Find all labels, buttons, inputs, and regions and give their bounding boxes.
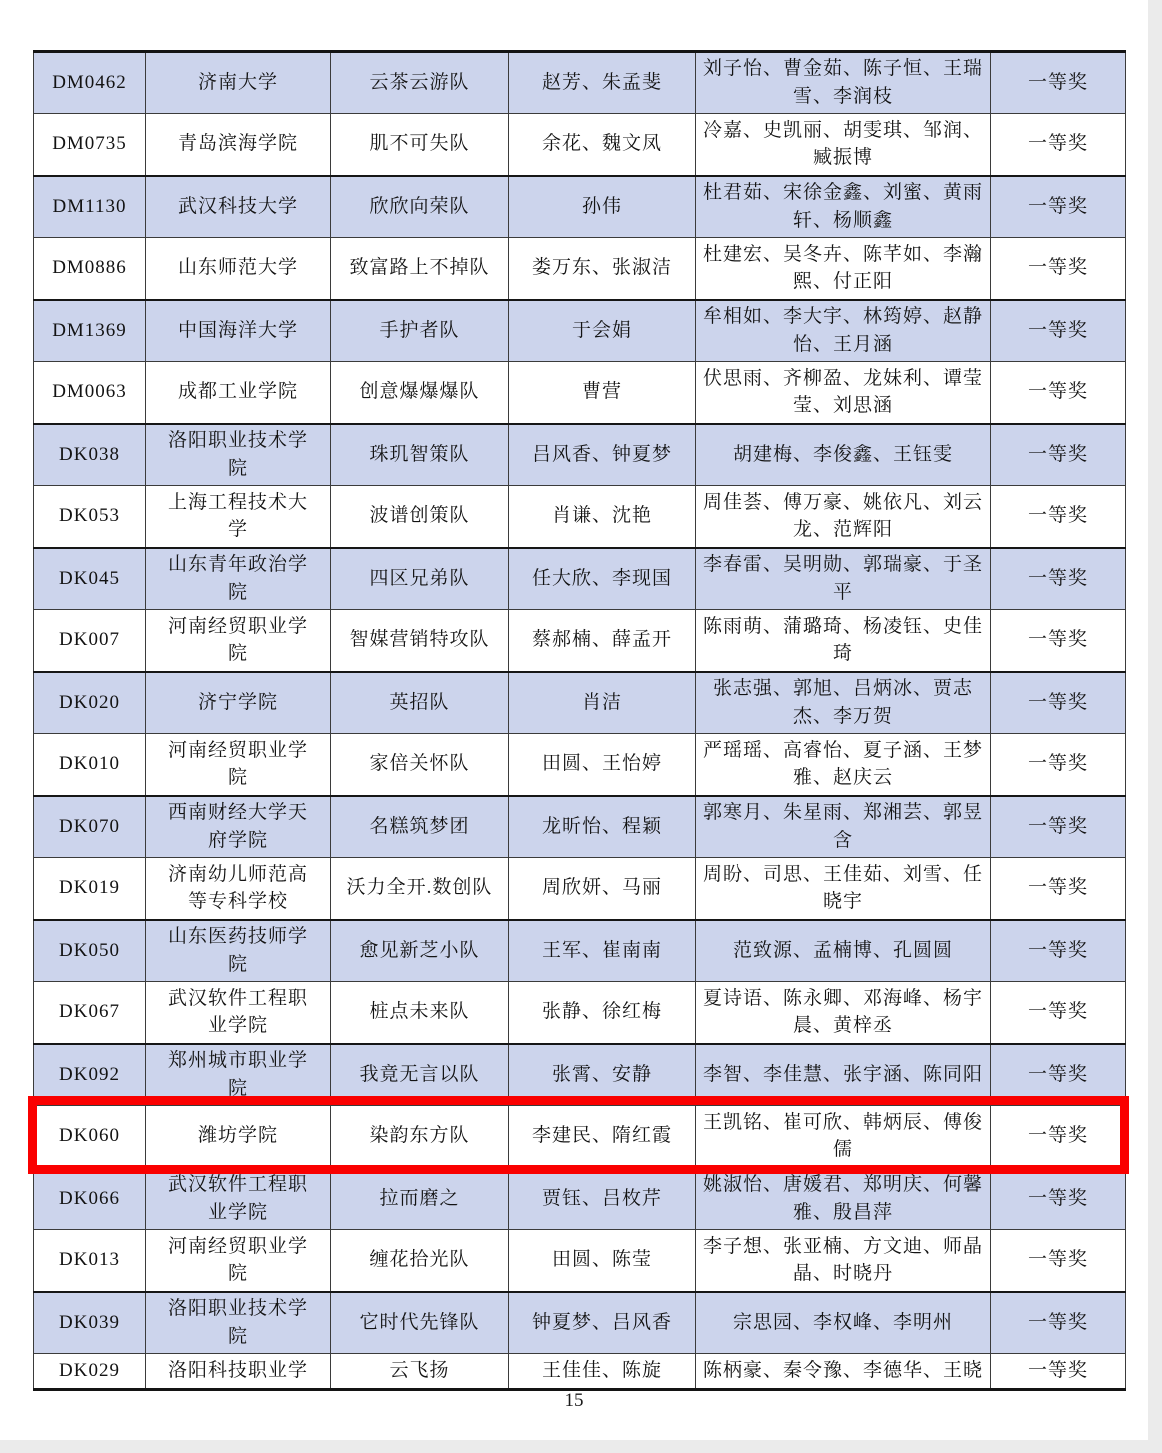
table-row (34, 920, 1126, 982)
cell-id: DK020 (34, 672, 146, 734)
table-row (34, 362, 1126, 424)
cell-advisors: 肖洁 (509, 672, 696, 734)
cell-award: 一等奖 (991, 300, 1126, 362)
table-row (34, 1044, 1126, 1106)
cell-id: DK038 (34, 424, 146, 486)
cell-id: DK045 (34, 548, 146, 610)
cell-id: DK067 (34, 982, 146, 1044)
table-row (34, 1168, 1126, 1230)
cell-award: 一等奖 (991, 238, 1126, 300)
cell-id: DM0063 (34, 362, 146, 424)
cell-award: 一等奖 (991, 114, 1126, 176)
cell-team: 桩点未来队 (331, 982, 509, 1044)
cell-school: 成都工业学院 (146, 362, 331, 424)
cell-school: 济南幼儿师范高等专科学校 (146, 858, 331, 920)
table-row (34, 982, 1126, 1044)
cell-award: 一等奖 (991, 548, 1126, 610)
cell-advisors: 王军、崔南南 (509, 920, 696, 982)
table-row (34, 672, 1126, 734)
cell-advisors: 田圆、王怡婷 (509, 734, 696, 796)
cell-team: 云茶云游队 (331, 52, 509, 114)
cell-id: DM1369 (34, 300, 146, 362)
cell-id: DK066 (34, 1168, 146, 1230)
cell-id: DK007 (34, 610, 146, 672)
cell-team: 它时代先锋队 (331, 1292, 509, 1354)
award-table (33, 50, 1126, 1391)
table-row (34, 796, 1126, 858)
cell-advisors: 钟夏梦、吕风香 (509, 1292, 696, 1354)
cell-members: 牟相如、李大宇、林筠婷、赵静怡、王月涵 (696, 300, 991, 362)
cell-award: 一等奖 (991, 486, 1126, 548)
cell-id: DK053 (34, 486, 146, 548)
cell-id: DK092 (34, 1044, 146, 1106)
table-row (34, 858, 1126, 920)
cell-school: 洛阳职业技术学院 (146, 1292, 331, 1354)
cell-members: 李春雷、吴明勋、郭瑞豪、于圣平 (696, 548, 991, 610)
cell-school: 上海工程技术大学 (146, 486, 331, 548)
cell-award: 一等奖 (991, 176, 1126, 238)
cell-members: 夏诗语、陈永卿、邓海峰、杨宇晨、黄梓丞 (696, 982, 991, 1044)
cell-school: 洛阳科技职业学 (146, 1354, 331, 1390)
cell-members: 宗思园、李权峰、李明州 (696, 1292, 991, 1354)
table-row (34, 114, 1126, 176)
cell-team: 染韵东方队 (331, 1106, 509, 1168)
cell-award: 一等奖 (991, 362, 1126, 424)
cell-school: 山东医药技师学院 (146, 920, 331, 982)
cell-school: 济宁学院 (146, 672, 331, 734)
table-row (34, 610, 1126, 672)
cell-advisors: 肖谦、沈艳 (509, 486, 696, 548)
cell-team: 英招队 (331, 672, 509, 734)
cell-members: 伏思雨、齐柳盈、龙妹利、谭莹莹、刘思涵 (696, 362, 991, 424)
table-row (34, 1292, 1126, 1354)
cell-id: DK019 (34, 858, 146, 920)
cell-members: 张志强、郭旭、吕炳冰、贾志杰、李万贺 (696, 672, 991, 734)
cell-school: 潍坊学院 (146, 1106, 331, 1168)
cell-advisors: 蔡郝楠、薛孟开 (509, 610, 696, 672)
table-row (34, 300, 1126, 362)
cell-advisors: 龙昕怡、程颖 (509, 796, 696, 858)
cell-school: 武汉科技大学 (146, 176, 331, 238)
cell-advisors: 周欣妍、马丽 (509, 858, 696, 920)
cell-school: 中国海洋大学 (146, 300, 331, 362)
cell-advisors: 张霄、安静 (509, 1044, 696, 1106)
cell-advisors: 曹营 (509, 362, 696, 424)
cell-members: 李子想、张亚楠、方文迪、师晶晶、时晓丹 (696, 1230, 991, 1292)
cell-school: 武汉软件工程职业学院 (146, 1168, 331, 1230)
cell-team: 沃力全开.数创队 (331, 858, 509, 920)
table-row (34, 734, 1126, 796)
cell-team: 愈见新芝小队 (331, 920, 509, 982)
cell-award: 一等奖 (991, 672, 1126, 734)
cell-school: 武汉软件工程职业学院 (146, 982, 331, 1044)
cell-school: 河南经贸职业学院 (146, 734, 331, 796)
cell-advisors: 孙伟 (509, 176, 696, 238)
cell-id: DK029 (34, 1354, 146, 1390)
cell-members: 陈柄豪、秦令豫、李德华、王晓 (696, 1354, 991, 1390)
cell-team: 欣欣向荣队 (331, 176, 509, 238)
cell-school: 青岛滨海学院 (146, 114, 331, 176)
cell-advisors: 王佳佳、陈旋 (509, 1354, 696, 1390)
cell-advisors: 赵芳、朱孟斐 (509, 52, 696, 114)
cell-members: 胡建梅、李俊鑫、王钰雯 (696, 424, 991, 486)
cell-team: 我竟无言以队 (331, 1044, 509, 1106)
cell-school: 河南经贸职业学院 (146, 610, 331, 672)
cell-award: 一等奖 (991, 982, 1126, 1044)
cell-members: 杜君茹、宋徐金鑫、刘蜜、黄雨轩、杨顺鑫 (696, 176, 991, 238)
cell-award: 一等奖 (991, 1106, 1126, 1168)
cell-team: 家倍关怀队 (331, 734, 509, 796)
cell-team: 手护者队 (331, 300, 509, 362)
cell-award: 一等奖 (991, 1354, 1126, 1390)
cell-award: 一等奖 (991, 1168, 1126, 1230)
cell-team: 拉而磨之 (331, 1168, 509, 1230)
cell-advisors: 任大欣、李现国 (509, 548, 696, 610)
cell-id: DK070 (34, 796, 146, 858)
cell-id: DM0462 (34, 52, 146, 114)
cell-advisors: 贾钰、吕枚芹 (509, 1168, 696, 1230)
cell-id: DM0735 (34, 114, 146, 176)
cell-members: 姚淑怡、唐媛君、郑明庆、何馨雅、殷昌萍 (696, 1168, 991, 1230)
table-row (34, 548, 1126, 610)
cell-team: 智媒营销特攻队 (331, 610, 509, 672)
cell-award: 一等奖 (991, 796, 1126, 858)
cell-school: 郑州城市职业学院 (146, 1044, 331, 1106)
table-row (34, 1354, 1126, 1390)
cell-advisors: 张静、徐红梅 (509, 982, 696, 1044)
cell-members: 周佳荟、傅万豪、姚依凡、刘云龙、范辉阳 (696, 486, 991, 548)
page-number: 15 (564, 1390, 584, 1411)
cell-award: 一等奖 (991, 734, 1126, 796)
cell-award: 一等奖 (991, 1044, 1126, 1106)
cell-id: DK010 (34, 734, 146, 796)
cell-members: 范致源、孟楠博、孔圆圆 (696, 920, 991, 982)
cell-id: DK039 (34, 1292, 146, 1354)
cell-members: 郭寒月、朱星雨、郑湘芸、郭昱含 (696, 796, 991, 858)
cell-school: 山东师范大学 (146, 238, 331, 300)
cell-id: DM1130 (34, 176, 146, 238)
cell-advisors: 余花、魏文凤 (509, 114, 696, 176)
cell-members: 王凯铭、崔可欣、韩炳辰、傅俊儒 (696, 1106, 991, 1168)
cell-award: 一等奖 (991, 858, 1126, 920)
cell-team: 缠花拾光队 (331, 1230, 509, 1292)
table-row (34, 1230, 1126, 1292)
cell-team: 名糕筑梦团 (331, 796, 509, 858)
cell-id: DK060 (34, 1106, 146, 1168)
table-row (34, 238, 1126, 300)
cell-id: DK050 (34, 920, 146, 982)
cell-school: 济南大学 (146, 52, 331, 114)
cell-members: 严瑶瑶、高睿怡、夏子涵、王梦雅、赵庆云 (696, 734, 991, 796)
cell-advisors: 娄万东、张淑洁 (509, 238, 696, 300)
cell-school: 河南经贸职业学院 (146, 1230, 331, 1292)
cell-award: 一等奖 (991, 52, 1126, 114)
cell-school: 西南财经大学天府学院 (146, 796, 331, 858)
cell-team: 创意爆爆爆队 (331, 362, 509, 424)
cell-award: 一等奖 (991, 610, 1126, 672)
cell-award: 一等奖 (991, 920, 1126, 982)
cell-award: 一等奖 (991, 1230, 1126, 1292)
cell-advisors: 于会娟 (509, 300, 696, 362)
cell-id: DK013 (34, 1230, 146, 1292)
cell-id: DM0886 (34, 238, 146, 300)
award-table-body (34, 52, 1126, 1390)
cell-team: 致富路上不掉队 (331, 238, 509, 300)
table-row (34, 176, 1126, 238)
cell-members: 杜建宏、吴冬卉、陈芊如、李瀚熙、付正阳 (696, 238, 991, 300)
cell-members: 周盼、司思、王佳茹、刘雪、任晓宇 (696, 858, 991, 920)
cell-award: 一等奖 (991, 424, 1126, 486)
cell-members: 陈雨萌、蒲璐琦、杨凌钰、史佳琦 (696, 610, 991, 672)
cell-advisors: 吕风香、钟夏梦 (509, 424, 696, 486)
cell-team: 云飞扬 (331, 1354, 509, 1390)
table-row (34, 486, 1126, 548)
cell-team: 波谱创策队 (331, 486, 509, 548)
cell-members: 冷嘉、史凯丽、胡雯琪、邹润、臧振博 (696, 114, 991, 176)
cell-school: 山东青年政治学院 (146, 548, 331, 610)
cell-award: 一等奖 (991, 1292, 1126, 1354)
cell-members: 刘子怡、曹金茹、陈子恒、王瑞雪、李润枝 (696, 52, 991, 114)
cell-team: 珠玑智策队 (331, 424, 509, 486)
cell-advisors: 田圆、陈莹 (509, 1230, 696, 1292)
cell-school: 洛阳职业技术学院 (146, 424, 331, 486)
cell-members: 李智、李佳慧、张宇涵、陈同阳 (696, 1044, 991, 1106)
cell-team: 肌不可失队 (331, 114, 509, 176)
table-row (34, 424, 1126, 486)
cell-advisors: 李建民、隋红霞 (509, 1106, 696, 1168)
table-row (34, 1106, 1126, 1168)
cell-team: 四区兄弟队 (331, 548, 509, 610)
table-row (34, 52, 1126, 114)
